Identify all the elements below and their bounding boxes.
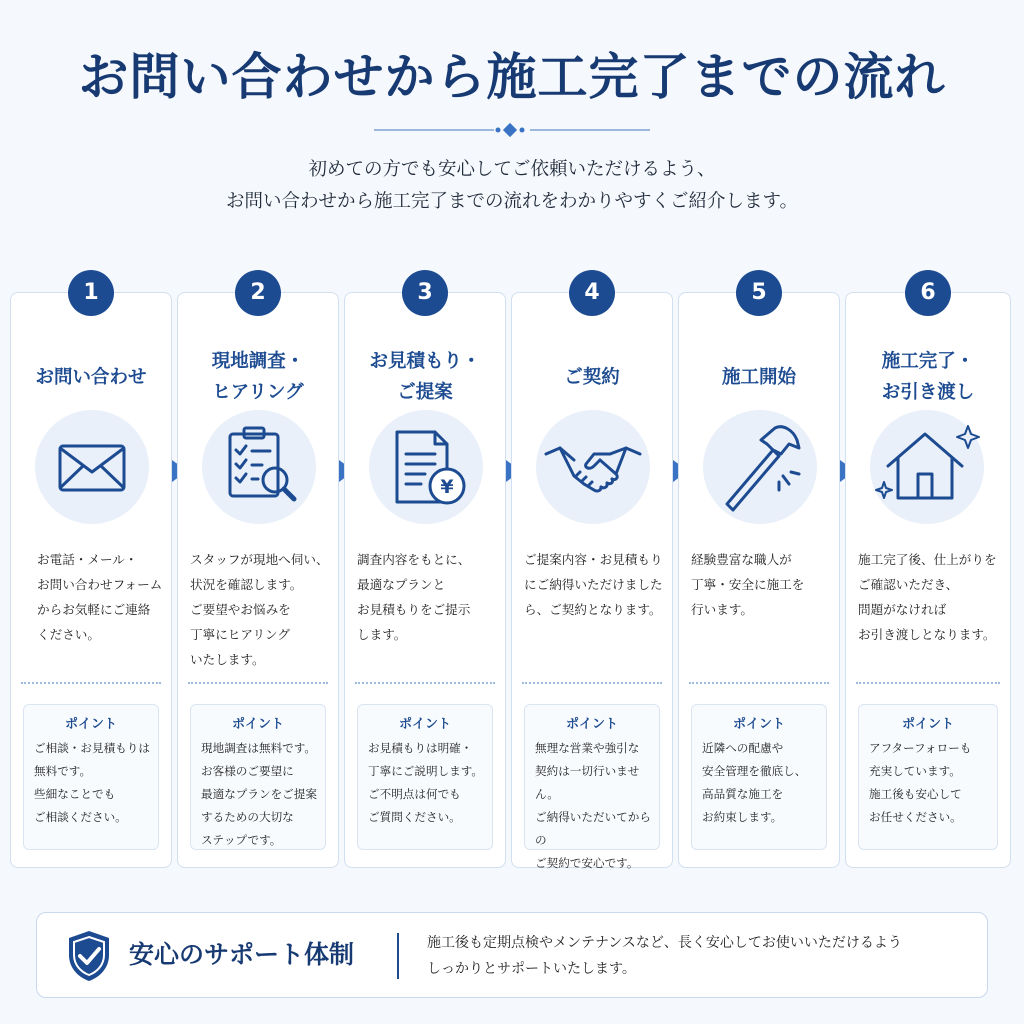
- step-number-5: 5: [736, 270, 782, 316]
- step-title: お問い合わせ: [35, 366, 147, 388]
- step-description: 調査内容をもとに、 最適なプランと お見積もりをご提示 します。: [357, 552, 471, 642]
- step-icon-circle: [870, 410, 984, 524]
- point-label: ポイント: [565, 717, 618, 732]
- svg-text:¥: ¥: [440, 476, 454, 498]
- intro-line-1: 初めての方でも安心してご依頼いただけるよう、: [308, 159, 716, 180]
- shield-check-icon: [65, 929, 113, 983]
- support-text: 施工後も定期点検やメンテナンスなど、長く安心してお使いいただけるよう しっかりとサポートいたします。: [427, 935, 902, 977]
- dotted-separator: [856, 682, 1000, 684]
- intro-line-2: お問い合わせから施工完了までの流れをわかりやすくご紹介します。: [225, 191, 799, 212]
- hammer-icon: [703, 410, 817, 524]
- point-box: [357, 704, 493, 850]
- step-description: ご提案内容・お見積もり にご納得いただけました ら、ご契約となります。: [524, 552, 663, 617]
- step-title: 施工完了・ お引き渡し: [881, 351, 975, 403]
- point-box: [23, 704, 159, 850]
- point-label: ポイント: [64, 717, 117, 732]
- point-text: ご相談・お見積もりは 無料です。 些細なことでも ご相談ください。: [34, 741, 150, 824]
- house-sparkle-icon: [870, 410, 984, 524]
- step-icon-circle: [202, 410, 316, 524]
- step-number-3: 3: [402, 270, 448, 316]
- step-icon-circle: [369, 410, 483, 524]
- dotted-separator: [188, 682, 328, 684]
- step-description: 施工完了後、仕上がりを ご確認いただき、 問題がなければ お引き渡しとなります。: [858, 552, 997, 642]
- step-description: お電話・メール・ お問い合わせフォーム からお気軽にご連絡 ください。: [37, 552, 163, 642]
- envelope-icon: [35, 410, 149, 524]
- step-number-2: 2: [235, 270, 281, 316]
- page-title: お問い合わせから施工完了までの流れ: [78, 47, 946, 106]
- step-icon-circle: [35, 410, 149, 524]
- point-text: 無理な営業や強引な 契約は一切行いません。 ご納得いただいてからの ご契約で安心です。: [535, 741, 651, 870]
- support-separator: [397, 933, 399, 979]
- step-icon-circle: [536, 410, 650, 524]
- point-label: ポイント: [231, 717, 284, 732]
- dotted-separator: [355, 682, 495, 684]
- step-number-4: 4: [569, 270, 615, 316]
- step-card-5: [678, 292, 840, 868]
- intro-text: [0, 154, 1024, 218]
- clipboard-search-icon: [202, 410, 316, 524]
- step-card-2: [177, 292, 339, 868]
- estimate-yen-icon: [369, 410, 483, 524]
- point-text: アフターフォローも 充実しています。 施工後も安心して お任せください。: [869, 741, 972, 824]
- point-text: 近隣への配慮や 安全管理を徹底し、 高品質な施工を お約束します。: [702, 741, 807, 824]
- step-card-1: [10, 292, 172, 868]
- step-title: ご契約: [564, 366, 620, 388]
- handshake-icon: [536, 410, 650, 524]
- step-card-6: [845, 292, 1011, 868]
- title-divider: [374, 122, 650, 138]
- dotted-separator: [522, 682, 662, 684]
- step-description: スタッフが現地へ伺い、 状況を確認します。 ご要望やお悩みを 丁寧にヒアリング いたします。: [190, 552, 329, 667]
- dotted-separator: [689, 682, 829, 684]
- point-box: [190, 704, 326, 850]
- support-banner: [36, 912, 988, 998]
- step-card-4: [511, 292, 673, 868]
- point-text: 現地調査は無料です。 お客様のご要望に 最適なプランをご提案 するための大切な ステップです。: [201, 741, 317, 847]
- point-box: [524, 704, 660, 870]
- support-title: 安心のサポート体制: [129, 940, 355, 969]
- step-number-1: 1: [68, 270, 114, 316]
- step-title: 現地調査・ ヒアリング: [211, 351, 305, 403]
- flow-steps: [10, 270, 1014, 870]
- step-title: お見積もり・ ご提案: [369, 351, 481, 403]
- step-description: 経験豊富な職人が 丁寧・安全に施工を 行います。: [691, 552, 805, 617]
- step-icon-circle: [703, 410, 817, 524]
- step-number-6: 6: [905, 270, 951, 316]
- point-text: お見積もりは明確・ 丁寧にご説明します。 ご不明点は何でも ご質問ください。: [368, 741, 484, 824]
- point-box: [858, 704, 998, 850]
- point-label: ポイント: [901, 717, 954, 732]
- dotted-separator: [21, 682, 161, 684]
- step-title: 施工開始: [721, 366, 796, 388]
- point-label: ポイント: [398, 717, 451, 732]
- step-card-3: [344, 292, 506, 868]
- point-label: ポイント: [732, 717, 785, 732]
- point-box: [691, 704, 827, 850]
